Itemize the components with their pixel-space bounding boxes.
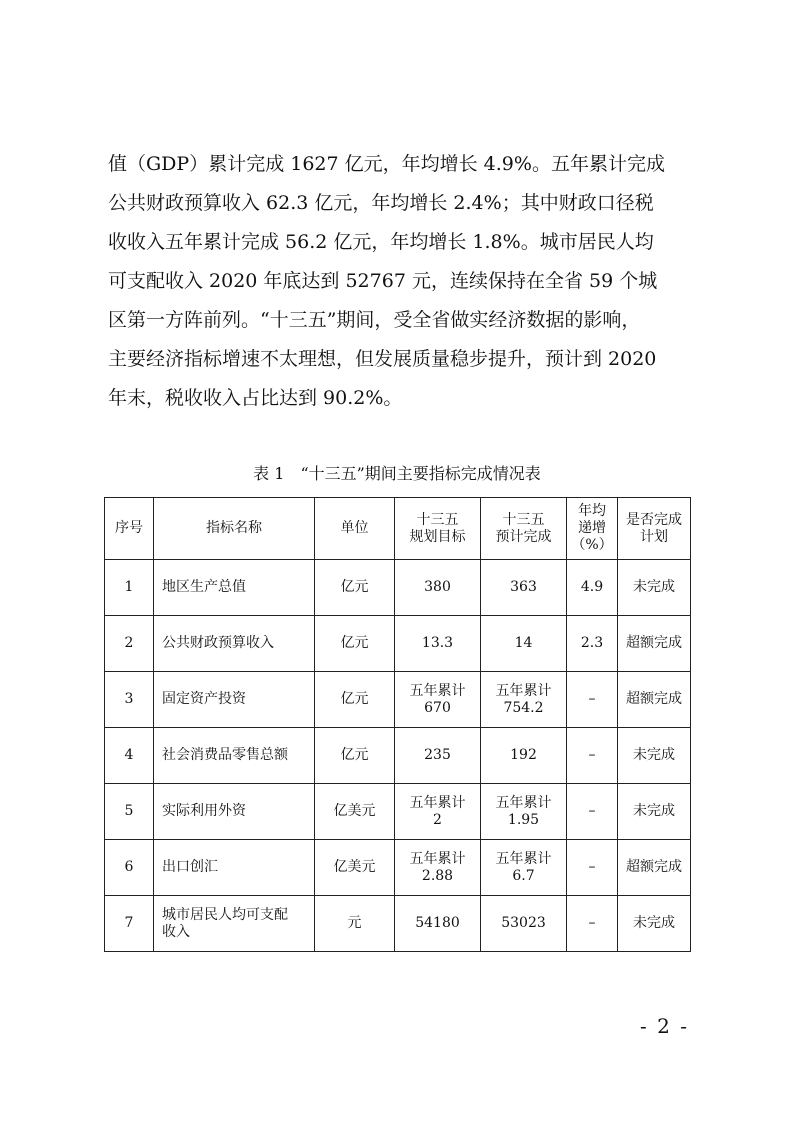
cell-status: 超额完成 [618,840,691,896]
paragraph-line: 公共财政预算收入 62.3 亿元，年均增长 2.4%；其中财政口径税 [108,192,654,214]
cell-plan: 235 [395,728,481,784]
header-completed: 是否完成 计划 [618,498,691,560]
paragraph-line: 收收入五年累计完成 56.2 亿元，年均增长 1.8%。城市居民人均 [108,231,654,253]
cell-plan: 五年累计 2 [395,784,481,840]
paragraph-line: 主要经济指标增速不太理想，但发展质量稳步提升，预计到 2020 [108,348,657,370]
header-plan: 十三五 规划目标 [395,498,481,560]
cell-estimate: 53023 [481,896,567,952]
cell-no: 4 [105,728,154,784]
cell-estimate: 五年累计 1.95 [481,784,567,840]
cell-status: 未完成 [618,728,691,784]
cell-status: 未完成 [618,784,691,840]
table-caption: 表 1 “十三五”期间主要指标完成情况表 [253,464,541,483]
cell-no: 6 [105,840,154,896]
table-row [105,672,691,728]
cell-status: 未完成 [618,896,691,952]
cell-estimate: 14 [481,616,567,672]
paragraph-line: 可支配收入 2020 年底达到 52767 元，连续保持在全省 59 个城 [108,270,658,292]
cell-unit: 亿美元 [315,840,395,896]
cell-growth: – [567,728,618,784]
table-header-row [105,498,691,560]
cell-name: 地区生产总值 [154,560,315,616]
cell-plan: 54180 [395,896,481,952]
cell-name: 公共财政预算收入 [154,616,315,672]
cell-name: 固定资产投资 [154,672,315,728]
paragraph-line: 年末，税收收入占比达到 90.2%。 [108,387,403,409]
cell-name: 实际利用外资 [154,784,315,840]
cell-estimate: 五年累计 6.7 [481,840,567,896]
cell-unit: 亿美元 [315,784,395,840]
cell-name: 出口创汇 [154,840,315,896]
table-row [105,728,691,784]
cell-growth: 2.3 [567,616,618,672]
cell-plan: 13.3 [395,616,481,672]
cell-growth: – [567,896,618,952]
table-row [105,616,691,672]
cell-status: 未完成 [618,560,691,616]
cell-estimate: 363 [481,560,567,616]
cell-unit: 亿元 [315,560,395,616]
header-growth: 年均 递增 （%） [567,498,618,560]
cell-status: 超额完成 [618,672,691,728]
header-estimate: 十三五 预计完成 [481,498,567,560]
cell-growth: 4.9 [567,560,618,616]
cell-unit: 元 [315,896,395,952]
cell-no: 1 [105,560,154,616]
cell-no: 2 [105,616,154,672]
cell-no: 5 [105,784,154,840]
cell-unit: 亿元 [315,672,395,728]
header-no: 序号 [105,498,154,560]
cell-estimate: 五年累计 754.2 [481,672,567,728]
cell-no: 3 [105,672,154,728]
cell-status: 超额完成 [618,616,691,672]
indicator-table [104,497,691,952]
cell-growth: – [567,784,618,840]
cell-unit: 亿元 [315,616,395,672]
cell-plan: 380 [395,560,481,616]
cell-plan: 五年累计 2.88 [395,840,481,896]
cell-name: 社会消费品零售总额 [154,728,315,784]
cell-growth: – [567,840,618,896]
table-row [105,840,691,896]
paragraph-line: 区第一方阵前列。“十三五”期间，受全省做实经济数据的影响， [108,309,641,331]
cell-plan: 五年累计 670 [395,672,481,728]
page-number: - 2 - [640,1014,689,1038]
cell-unit: 亿元 [315,728,395,784]
header-name: 指标名称 [154,498,315,560]
table-row [105,784,691,840]
paragraph-line: 值（GDP）累计完成 1627 亿元，年均增长 4.9%。五年累计完成 [108,153,665,175]
header-unit: 单位 [315,498,395,560]
cell-estimate: 192 [481,728,567,784]
table-row [105,896,691,952]
body-paragraph [108,145,688,418]
table-row [105,560,691,616]
cell-no: 7 [105,896,154,952]
cell-name: 城市居民人均可支配 收入 [154,896,315,952]
cell-growth: – [567,672,618,728]
